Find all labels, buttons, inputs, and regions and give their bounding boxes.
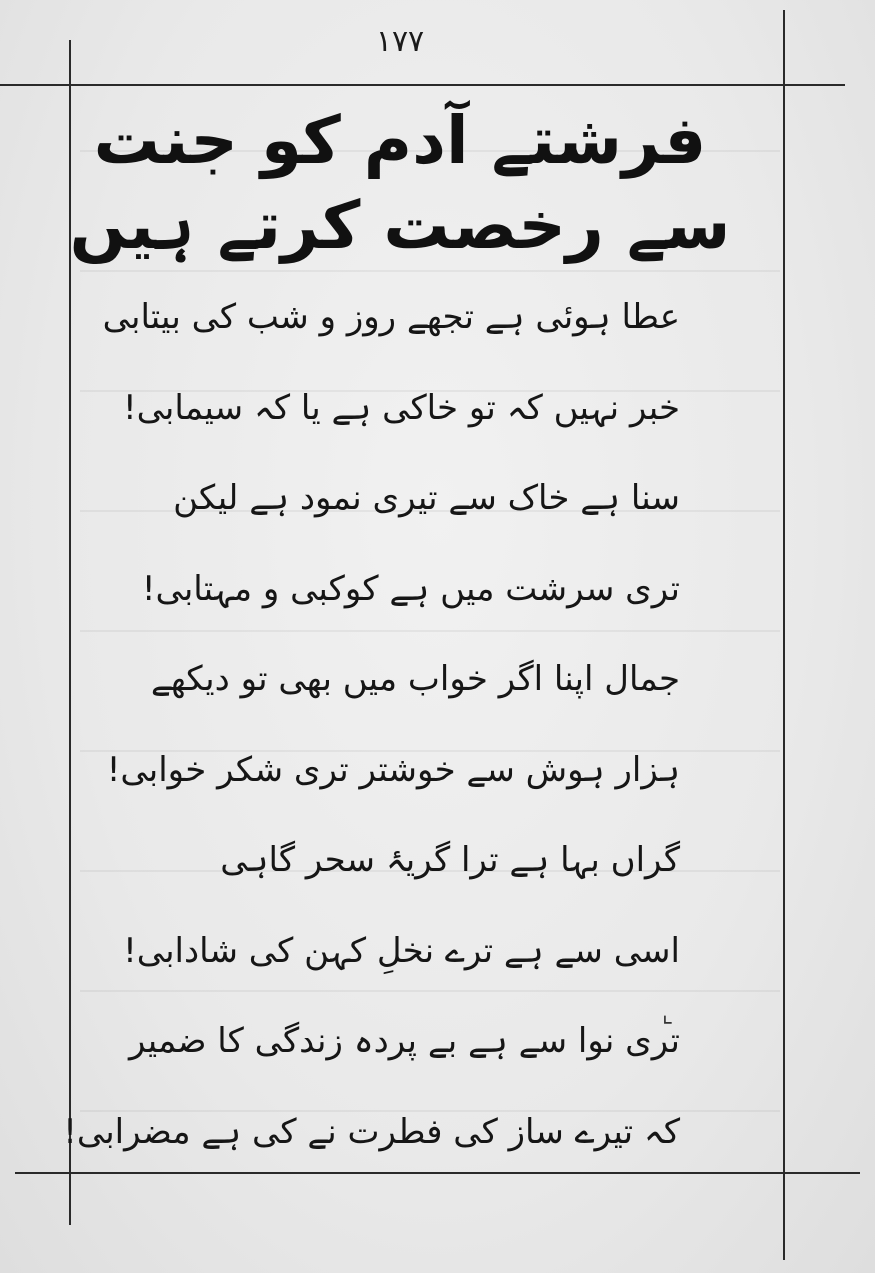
verse-line-5: جمال اپنا اگر خواب میں بھی تو دیکھے	[150, 659, 680, 699]
verse-line-9: تری نوا سے ہے بے پردہ زندگی کا ضمیر	[128, 1021, 680, 1061]
verse-line-7: گراں بہا ہے ترا گریۂ سحر گاہی	[220, 840, 680, 880]
right-margin-rule	[783, 10, 785, 1260]
verse-line-1: عطا ہوئی ہے تجھے روز و شب کی بیتابی	[102, 297, 680, 337]
pencil-mark: ⌞	[662, 1000, 674, 1028]
top-rule	[0, 84, 845, 86]
verse-line-10: کہ تیرے ساز کی فطرت نے کی ہے مضرابی!	[63, 1111, 680, 1152]
verse-line-6: ہزار ہوش سے خوشتر تری شکر خوابی!	[106, 749, 680, 790]
poem-title: فرشتے آدم کو جنت سے رخصت کرتے ہیں	[69, 102, 731, 264]
verse-line-3: سنا ہے خاک سے تیری نمود ہے لیکن	[173, 478, 680, 518]
verse-line-4: تری سرشت میں ہے کوکبی و مہتابی!	[141, 568, 680, 609]
page-number: ۱۷۷	[375, 24, 425, 59]
verse-line-8: اسی سے ہے ترے نخلِ کہن کی شادابی!	[123, 930, 680, 971]
verse-line-2: خبر نہیں کہ تو خاکی ہے یا کہ سیمابی!	[122, 387, 680, 428]
poem-body	[63, 272, 680, 1177]
